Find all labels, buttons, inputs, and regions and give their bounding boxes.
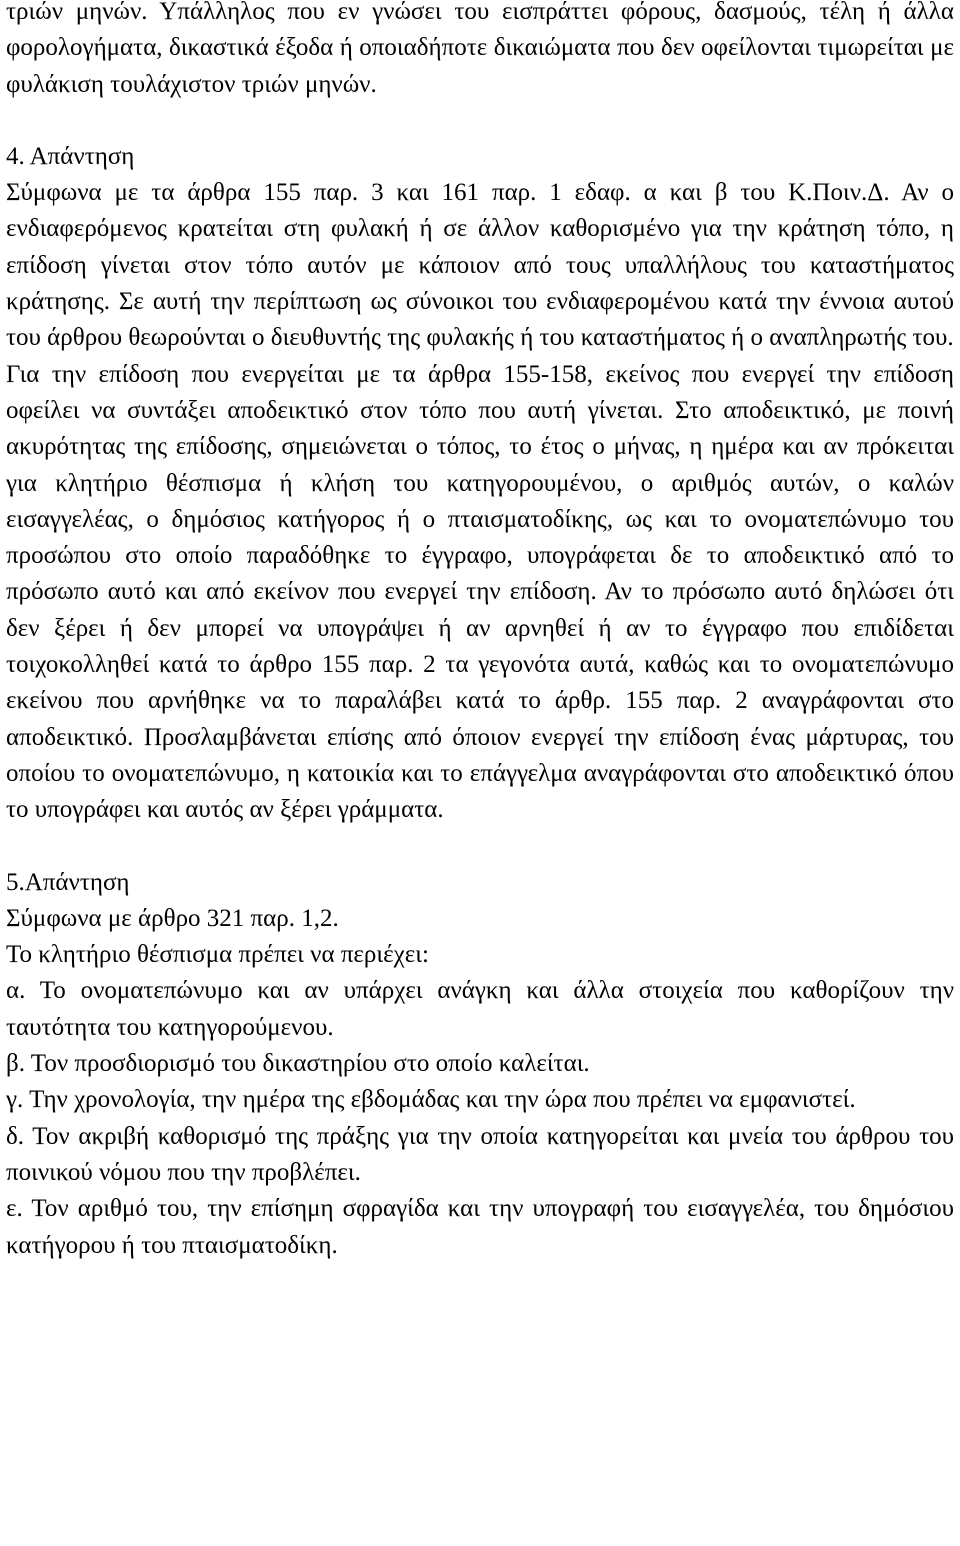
answer-5-intro: Το κλητήριο θέσπισμα πρέπει να περιέχει:	[6, 941, 429, 969]
list-item-d: δ. Τον ακριβή καθορισμό της πράξης για την οποία κατηγορείται και μνεία του άρθρου του ποινικού νόμου που την προβλέπει.	[6, 1122, 954, 1186]
list-item-a: α. Το ονοματεπώνυμο και αν υπάρχει ανάγκη και άλλα στοιχεία που καθορίζουν την ταυτότητα του κατηγορούμενου.	[6, 977, 954, 1041]
spacer	[6, 829, 954, 865]
list-item-b: β. Τον προσδιορισμό του δικαστηρίου στο οποίο καλείται.	[6, 1050, 590, 1078]
heading-answer-5: 5.Απάντηση	[6, 868, 130, 896]
list-item-c: γ. Την χρονολογία, την ημέρα της εβδομάδας και την ώρα που πρέπει να εμφανιστεί.	[6, 1086, 856, 1114]
answer-5-reference: Σύμφωνα με άρθρο 321 παρ. 1,2.	[6, 904, 339, 932]
list-item-e: ε. Τον αριθμό του, την επίσημη σφραγίδα και την υπογραφή του εισαγγελέα, του δημόσιου κατήγορου ή του πταισματοδίκη.	[6, 1195, 954, 1259]
paragraph-intro: τριών μηνών. Υπάλληλος που εν γνώσει του εισπράττει φόρους, δασμούς, τέλη ή άλλα φορολογήματα, δικαστικά έξοδα ή οποιαδήποτε δικαιώματα που δεν οφείλονται τιμωρείται με φυλάκιση τουλάχιστον τριών μηνών.	[6, 0, 954, 98]
spacer	[6, 103, 954, 139]
paragraph-answer-4-2: Για την επίδοση που ενεργείται με τα άρθρα 155-158, εκείνος που ενεργεί την επίδοση οφείλει να συντάξει αποδεικτικό στον τόπο που αυτή γίνεται. Στο αποδεικτικό, με ποινή ακυρότητας της επίδοσης, σημειώνεται ο τόπος, το έτος ο μήνας, η ημέρα και αν πρόκειται για κλητήριο θέσπισμα ή κλήση του κατηγορουμένου, ο αριθμός αυτών, ο καλών εισαγγελέας, ο δημόσιος κατήγορος ή ο πταισματοδίκης, ως και το ονοματεπώνυμο του προσώπου στο οποίο παραδόθηκε το έγγραφο, υπογράφεται δε το αποδεικτικό από το πρόσωπο αυτό και από εκείνον που ενεργεί την επίδοση. Αν το πρόσωπο αυτό δηλώσει ότι δεν ξέρει ή δεν μπορεί να υπογράψει ή αν αρνηθεί ή αν το έγγραφο που επιδίδεται τοιχοκολληθεί κατά το άρθρο 155 παρ. 2 τα γεγονότα αυτά, καθώς και το ονοματεπώνυμο εκείνου που αρνήθηκε να το παραλάβει κατά το άρθρ. 155 παρ. 2 αναγράφονται στο αποδεικτικό. Προσλαμβάνεται επίσης από όποιον ενεργεί την επίδοση ένας μάρτυρας, του οποίου το ονοματεπώνυμο, η κατοικία και το επάγγελμα αναγράφονται στο αποδεικτικό όπου το υπογράφει και αυτός αν ξέρει γράμματα.	[6, 360, 954, 824]
heading-answer-4: 4. Απάντηση	[6, 142, 135, 170]
paragraph-answer-4-1: Σύμφωνα με τα άρθρα 155 παρ. 3 και 161 παρ. 1 εδαφ. α και β του Κ.Ποιν.Δ. Αν ο ενδιαφερόμενος κρατείται στη φυλακή ή σε άλλον καθορισμένο για την κράτηση τόπο, η επίδοση γίνεται στον τόπο αυτόν με κάποιον από τους υπαλλήλους του καταστήματος κράτησης. Σε αυτή την περίπτωση ως σύνοικοι του ενδιαφερομένου κατά την έννοια αυτού του άρθρου θεωρούνται ο διευθυντής της φυλακής ή του καταστήματος ή ο αναπληρωτής του.	[6, 179, 954, 352]
document-page	[6, 0, 954, 1264]
